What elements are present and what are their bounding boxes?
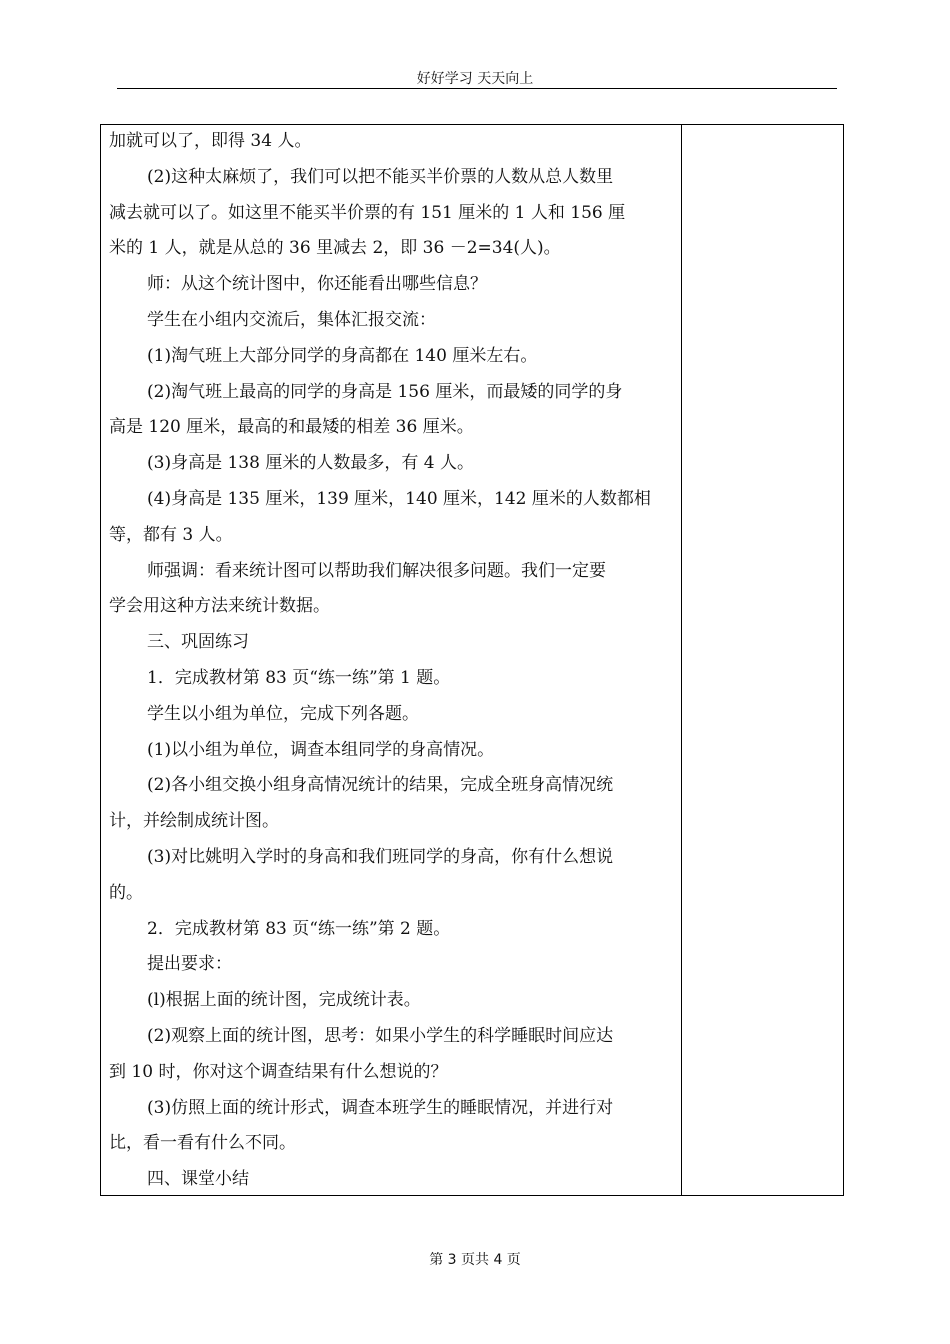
text-line: (1)淘气班上大部分同学的身高都在 140 厘米左右。 xyxy=(147,345,538,366)
text-line: 提出要求： xyxy=(147,954,232,975)
text-line: (3)对比姚明入学时的身高和我们班同学的身高，你有什么想说 xyxy=(147,847,614,867)
page-header: 好好学习 天天向上 xyxy=(416,71,534,87)
text-line: 等，都有 3 人。 xyxy=(109,524,233,545)
text-line: 高是 120 厘米，最高的和最矮的相差 36 厘米。 xyxy=(109,417,474,438)
section-heading: 四、课堂小结 xyxy=(147,1169,249,1190)
text-line: 师：从这个统计图中，你还能看出哪些信息？ xyxy=(147,274,487,295)
text-line: 2．完成教材第 83 页“练一练”第 2 题。 xyxy=(147,918,451,939)
text-line: 学生在小组内交流后，集体汇报交流： xyxy=(147,310,436,330)
header-rule xyxy=(117,88,837,89)
text-line: 减去就可以了。如这里不能买半价票的有 151 厘米的 1 人和 156 厘 xyxy=(109,202,626,223)
text-line: 到 10 时，你对这个调查结果有什么想说的？ xyxy=(109,1061,448,1082)
text-line: (3)身高是 138 厘米的人数最多，有 4 人。 xyxy=(147,453,474,474)
page-footer: 第 3 页共 4 页 xyxy=(429,1252,521,1268)
text-line: 加就可以了，即得 34 人。 xyxy=(109,131,312,151)
text-line: (2)这种太麻烦了，我们可以把不能买半价票的人数从总人数里 xyxy=(147,166,614,187)
text-line: (2)淘气班上最高的同学的身高是 156 厘米，而最矮的同学的身 xyxy=(147,381,623,402)
text-line: (1)以小组为单位，调查本组同学的身高情况。 xyxy=(147,739,495,760)
lesson-table xyxy=(100,124,844,1196)
text-line: 1．完成教材第 83 页“练一练”第 1 题。 xyxy=(147,668,451,688)
text-line: (l)根据上面的统计图，完成统计表。 xyxy=(147,990,421,1011)
text-line: 学生以小组为单位，完成下列各题。 xyxy=(147,703,419,724)
text-line: 师强调：看来统计图可以帮助我们解决很多问题。我们一定要 xyxy=(147,560,606,581)
text-line: (4)身高是 135 厘米，139 厘米，140 厘米，142 厘米的人数都相 xyxy=(147,489,651,509)
text-line: 学会用这种方法来统计数据。 xyxy=(109,596,330,617)
text-line: 比，看一看有什么不同。 xyxy=(109,1133,296,1154)
text-line: 米的 1 人，就是从总的 36 里减去 2，即 36 －2=34(人)。 xyxy=(109,238,561,259)
text-line: (2)观察上面的统计图，思考：如果小学生的科学睡眠时间应达 xyxy=(147,1026,614,1046)
section-heading: 三、巩固练习 xyxy=(147,632,249,653)
text-line: 的。 xyxy=(109,882,143,903)
text-line: 计，并绘制成统计图。 xyxy=(109,811,279,832)
text-line: (3)仿照上面的统计形式，调查本班学生的睡眠情况，并进行对 xyxy=(147,1097,614,1118)
text-line: (2)各小组交换小组身高情况统计的结果，完成全班身高情况统 xyxy=(147,775,614,796)
notes-cell xyxy=(682,125,843,1195)
